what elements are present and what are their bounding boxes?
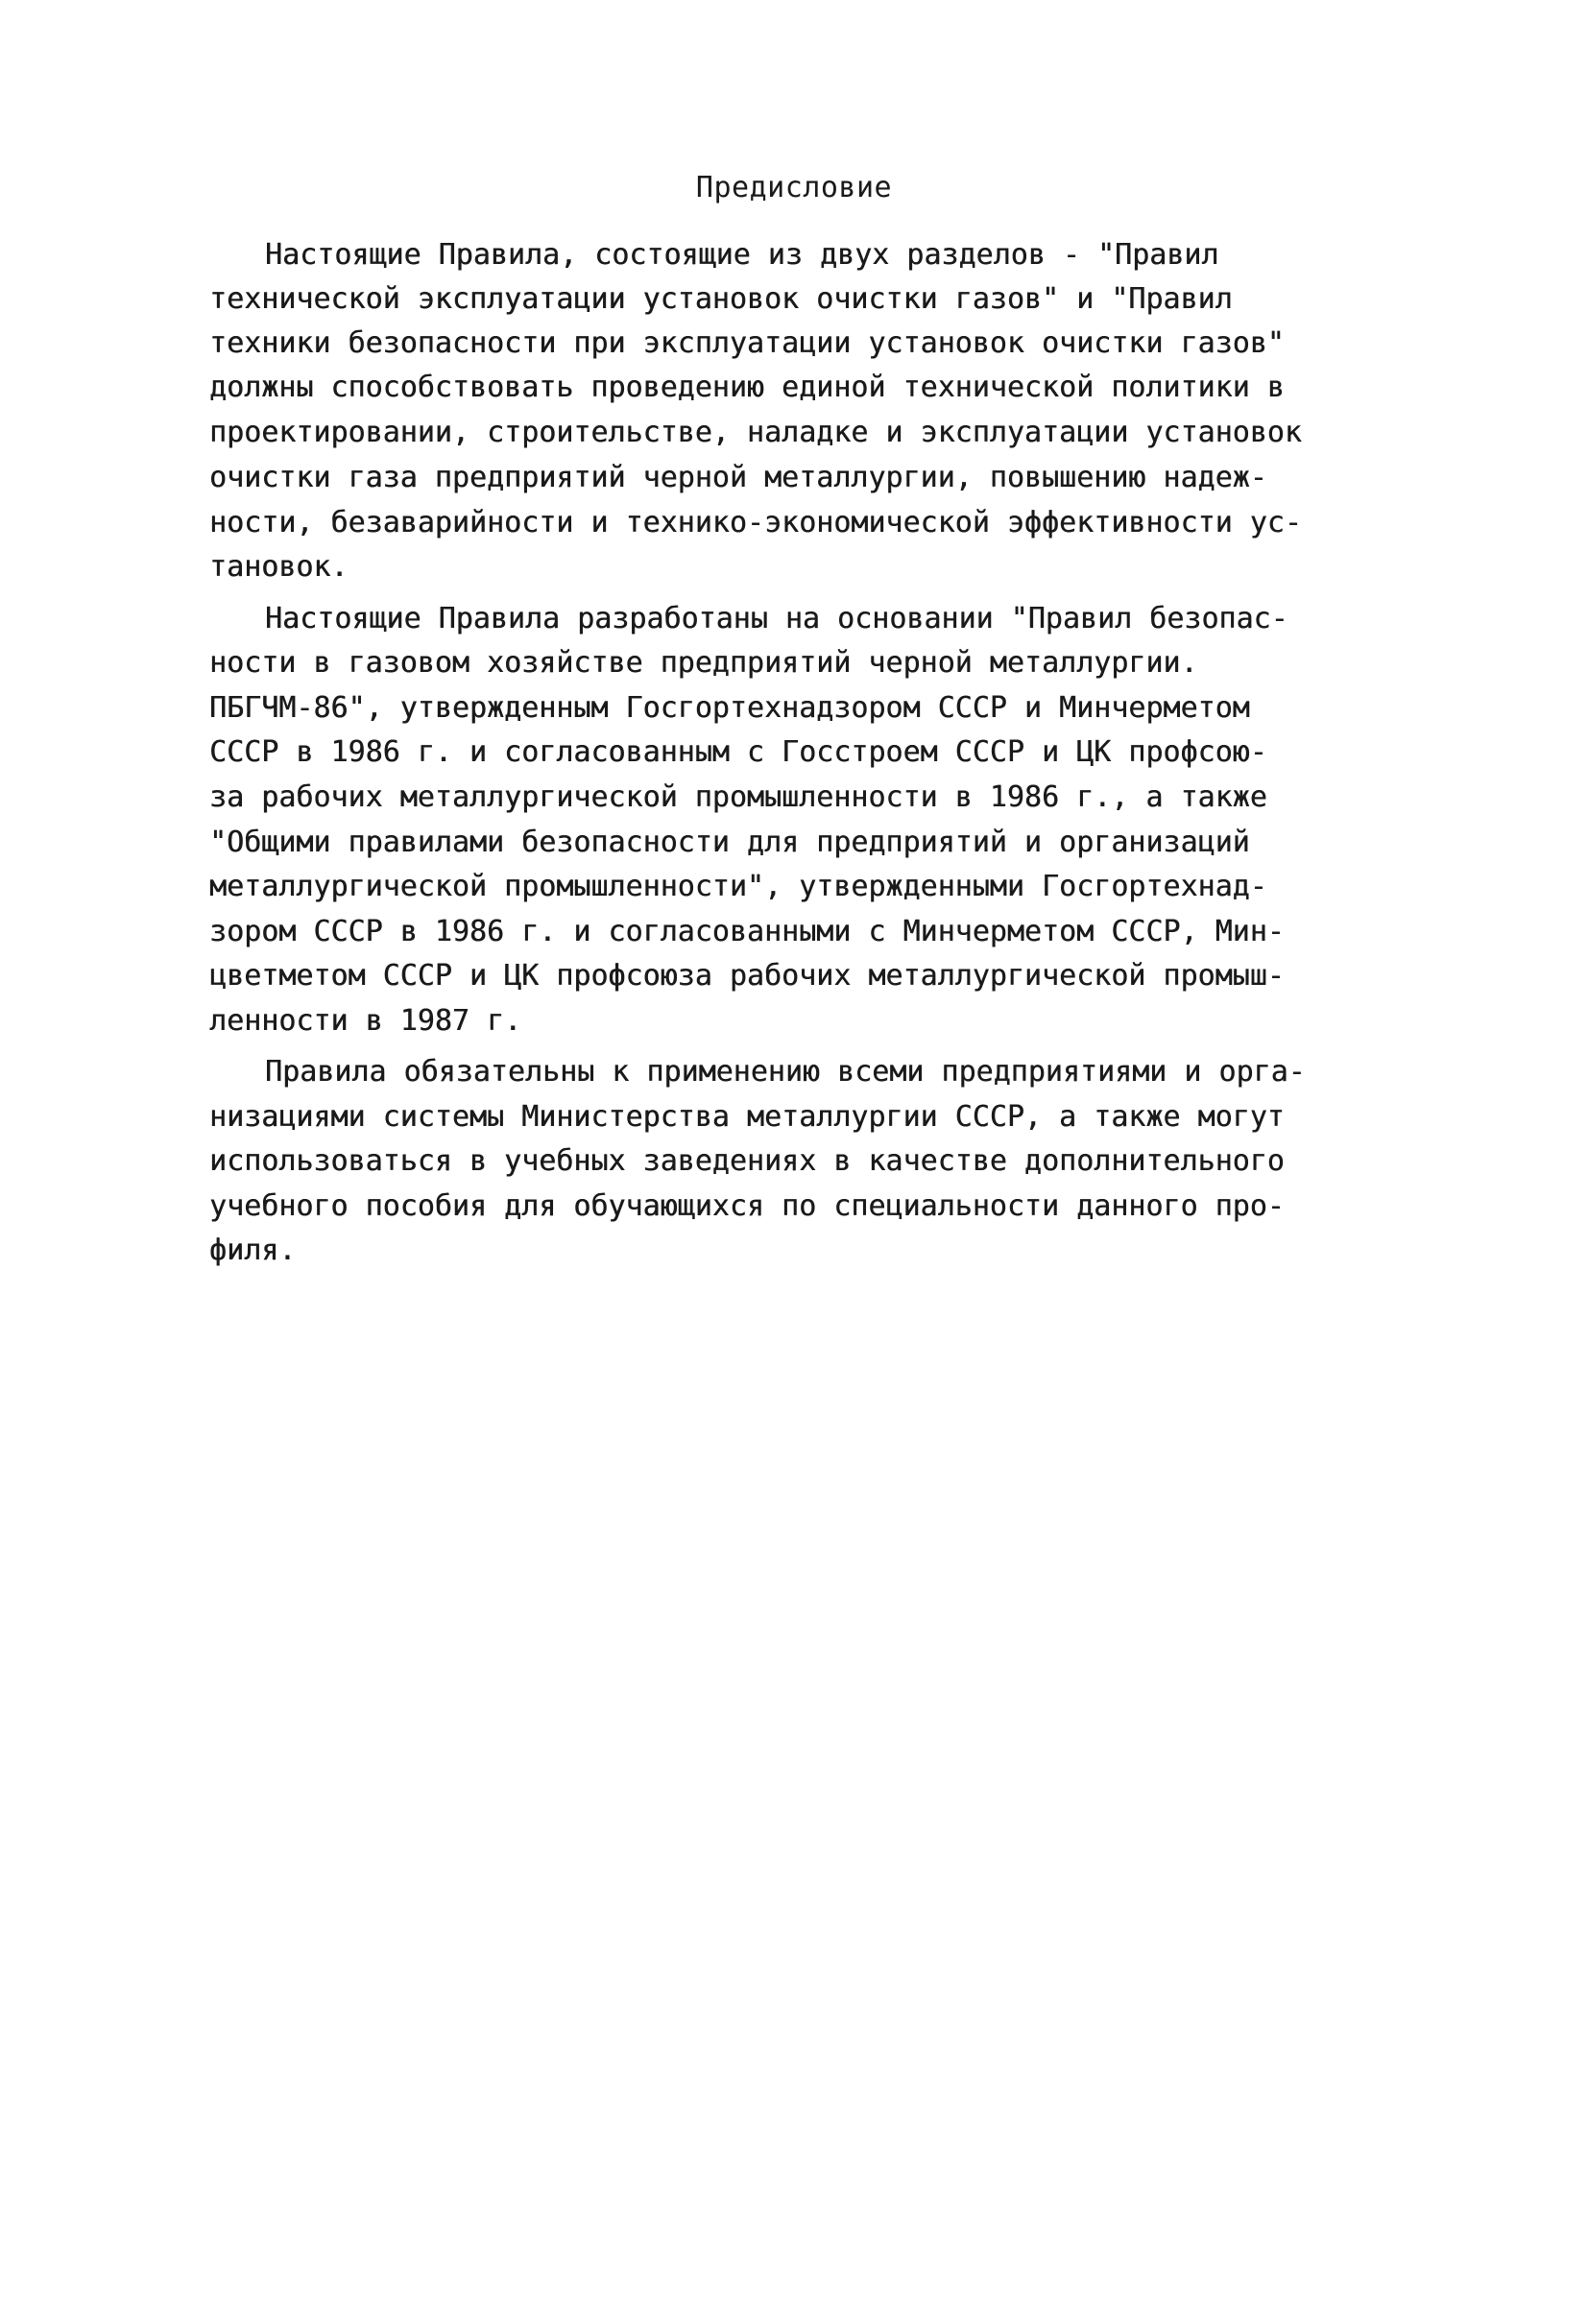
paragraph-3-line: использоваться в учебных заведениях в качестве дополнительного (209, 1144, 1285, 1178)
paragraph-3-line: Правила обязательны к применению всеми предприятиями и орга- (265, 1055, 1306, 1089)
paragraph-2-line: "Общими правилами безопасности для предприятий и организаций (209, 826, 1250, 859)
paragraph-1-line: тановок. (209, 550, 349, 584)
page-title: Предисловие (695, 171, 893, 204)
paragraph-2-line: ПБГЧМ-86", утвержденным Госгортехнадзором СССР и Минчерметом (209, 691, 1250, 725)
paragraph-1-line: Настоящие Правила, состоящие из двух разделов - "Правил (265, 238, 1219, 272)
paragraph-1-line: должны способствовать проведению единой технической политики в (209, 371, 1285, 404)
paragraph-1-line: технической эксплуатации установок очистки газов" и "Правил (209, 282, 1233, 316)
paragraph-2-line: Настоящие Правила разработаны на основании "Правил безопас- (265, 602, 1288, 635)
paragraph-3-line: учебного пособия для обучающихся по специальности данного про- (209, 1189, 1285, 1223)
paragraph-1-line: очистки газа предприятий черной металлургии, повышению надеж- (209, 461, 1267, 494)
paragraph-3-line: низациями системы Министерства металлургии СССР, а также могут (209, 1100, 1285, 1134)
paragraph-1-line: проектировании, строительстве, наладке и эксплуатации установок (209, 416, 1302, 449)
paragraph-2-line: цветметом СССР и ЦК профсоюза рабочих металлургической промыш- (209, 959, 1285, 993)
paragraph-2-line: за рабочих металлургической промышленности в 1986 г., а также (209, 780, 1267, 814)
paragraph-2-line: металлургической промышленности", утвержденными Госгортехнад- (209, 870, 1267, 903)
paragraph-1-line: техники безопасности при эксплуатации установок очистки газов" (209, 326, 1285, 360)
paragraph-2-line: СССР в 1986 г. и согласованным с Госстроем СССР и ЦК профсою- (209, 735, 1267, 769)
paragraph-3-line: филя. (209, 1234, 297, 1267)
paragraph-2-line: ности в газовом хозяйстве предприятий черной металлургии. (209, 646, 1198, 680)
paragraph-2-line: ленности в 1987 г. (209, 1004, 522, 1038)
paragraph-1-line: ности, безаварийности и технико-экономической эффективности ус- (209, 506, 1302, 539)
paragraph-2-line: зором СССР в 1986 г. и согласованными с Минчерметом СССР, Мин- (209, 915, 1285, 948)
